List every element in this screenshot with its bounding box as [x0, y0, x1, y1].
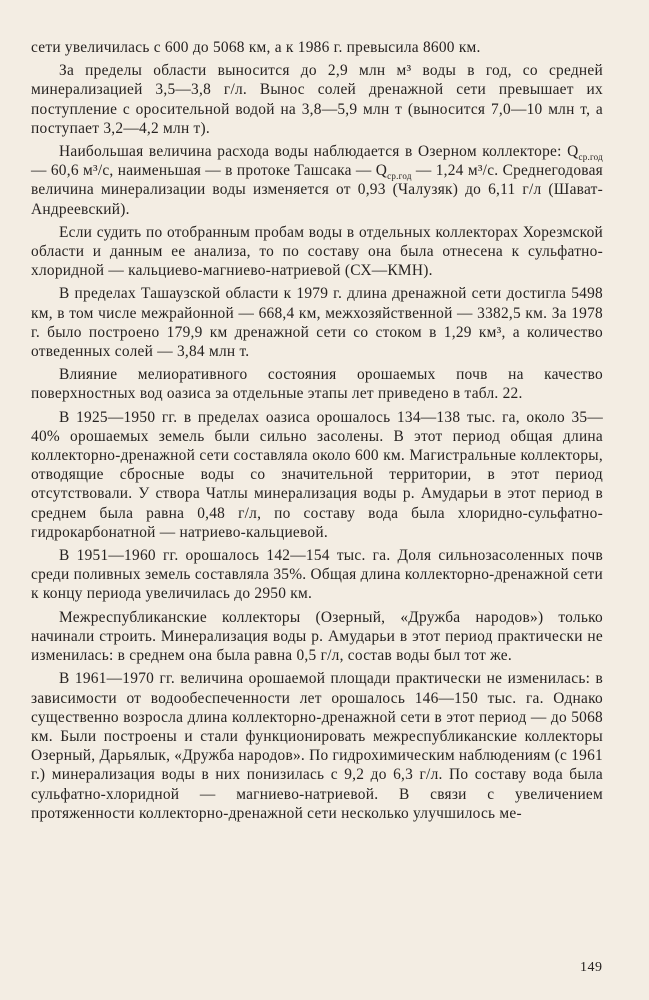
discharge-text-3: — 1,24 м³/с. Среднегодовая величина минерализации воды изменяется от 0,93 (Чалузяк) до 6,11 г/л (Шават-Андреевский). — [31, 162, 603, 218]
paragraph-period-1925-1950: В 1925—1950 гг. в пределах оазиса орошалось 134—138 тыс. га, около 35—40% орошаемых земель были сильно засолены. В этот период общая длина коллекторно-дренажной сети составляла около 600 км. Магистральные коллекторы, отводящие сбросные воды со значительной территории, в этот период отсутствовали. У створа Чатлы минерализация воды р. Амударьи в этот период в среднем была равна 0,48 г/л, по составу вода была хлоридно-сульфатно-гидрокарбонатной — натриево-кальциевой. — [31, 408, 603, 541]
paragraph-period-1951-1960: В 1951—1960 гг. орошалось 142—154 тыс. га. Доля сильнозасоленных почв среди поливных земель составляла 35%. Общая длина коллекторно-дренажной сети к концу периода увеличилась до 2950 км. — [31, 547, 603, 603]
paragraph-continuation: сети увеличилась с 600 до 5068 км, а к 1986 г. превысила 8600 км. — [31, 39, 481, 56]
discharge-text-2: — 60,6 м³/с, наименьшая — в протоке Ташсака — Q — [31, 162, 388, 180]
discharge-subscript-2: ср.год — [387, 171, 412, 182]
paragraph-period-1961-1970: В 1961—1970 гг. величина орошаемой площади практически не изменилась: в зависимости от водообеспеченности лет орошалось 146—150 тыс. га. Однако существенно возросла длина коллекторно-дренажной сети в этот период — до 5068 км. Были построены и стали функционировать межреспубликанские коллекторы Озерный, Дарьялык, «Дружба народов». По гидрохимическим наблюдениям (с 1961 г.) минерализация воды в них понизилась с 9,2 до 6,3 г/л. По составу вода была сульфатно-хлоридной — магниево-натриевой. В связи с увеличением протяженности коллекторно-дренажной сети несколько улучшилось ме- — [31, 670, 603, 822]
paragraph-salt-export: За пределы области выносится до 2,9 млн м³ воды в год, со средней минерализацией 3,5—3,8 г/л. Вынос солей дренажной сети превышает их поступление с оросительной водой на 3,8—5,9 млн т (выносится 7,0—10 млн т, а поступает 3,2—4,2 млн т). — [31, 62, 603, 137]
paragraph-tashauz-network: В пределах Ташаузской области к 1979 г. длина дренажной сети достигла 5498 км, в том числе межрайонной — 668,4 км, межхозяйственной — 3382,5 км. За 1978 г. было построено 179,9 км дренажной сети со стоком в 1,29 км³, а количество отведенных солей — 3,84 млн т. — [31, 285, 603, 361]
page-number: 149 — [580, 960, 603, 975]
paragraph-interrepublic-collectors: Межреспубликанские коллекторы (Озерный, «Дружба народов») только начинали строить. Минерализация воды р. Амударьи в этот период практически не изменилась: в среднем она была равна 0,5 г/л, состав воды был тот же. — [31, 608, 603, 665]
paragraph-reclamation-influence: Влияние мелиоративного состояния орошаемых почв на качество поверхностных вод оазиса за отдельные этапы лет приведено в табл. 22. — [31, 366, 603, 403]
body-text — [31, 38, 603, 827]
discharge-text-1: Наибольшая величина расхода воды наблюдается в Озерном коллекторе: Q — [59, 143, 579, 161]
paragraph-water-discharge — [31, 142, 603, 219]
discharge-subscript-1: ср.год — [578, 152, 603, 163]
paragraph-water-composition: Если судить по отобранным пробам воды в отдельных коллекторах Хорезмской области и данным ее анализа, то по составу она была отнесена к сульфатно-хлоридной — кальциево-магниево-натриевой (СХ—КМН). — [31, 223, 603, 280]
